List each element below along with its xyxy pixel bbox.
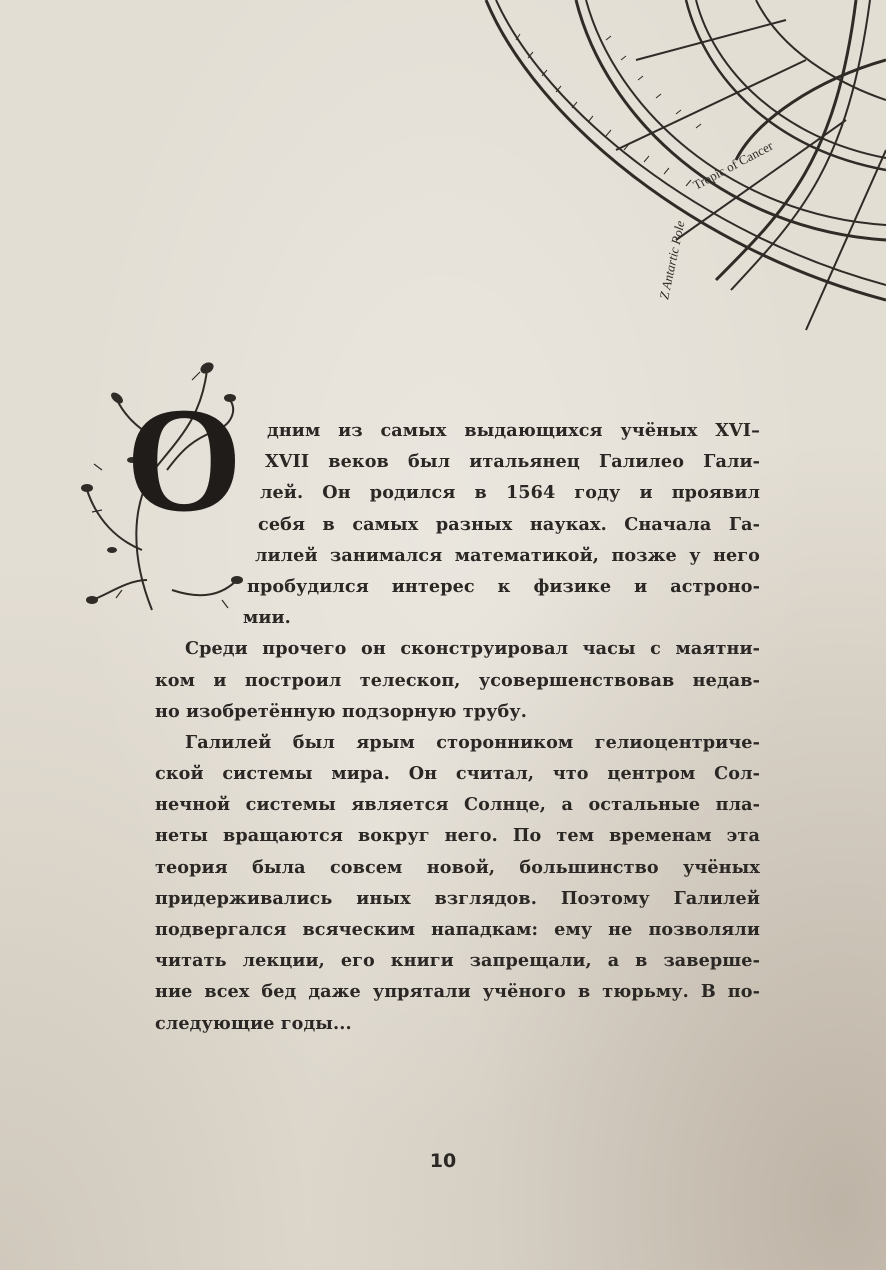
armillary-sphere-illustration bbox=[456, 0, 886, 370]
paragraph3-line: неты вращаются вокруг него. По тем временам эта bbox=[155, 825, 760, 847]
drop-cap-letter: О bbox=[125, 377, 243, 543]
paragraph3-line: подвергался всяческим нападкам: ему не позволяли bbox=[155, 919, 760, 940]
page-number: 10 bbox=[429, 1150, 457, 1172]
paragraph3-line: Галилей был ярым сторонником гелиоцентриче- bbox=[185, 731, 760, 753]
paragraph3-line: ской системы мира. Он считал, что центром Сол- bbox=[155, 763, 760, 785]
paragraph1-line: дним из самых выдающихся учёных XVI– bbox=[267, 420, 760, 441]
paragraph2-line: ком и построил телескоп, усовершенствовав недав- bbox=[155, 669, 760, 691]
paragraph2-line: Среди прочего он сконструировал часы с маятни- bbox=[185, 638, 760, 660]
paragraph1-line: лилей занимался математикой, позже у него bbox=[255, 544, 760, 566]
paragraph3-line: нечной системы является Солнце, а остальные пла- bbox=[155, 794, 760, 816]
paragraph1-line: себя в самых разных науках. Сначала Га- bbox=[258, 513, 760, 535]
tropic-label: Tropic of Cancer bbox=[690, 137, 776, 193]
paragraph3-line: ние всех бед даже упрятали учёного в тюрьму. В по- bbox=[155, 981, 760, 1003]
paragraph1-line: пробудился интерес к физике и астроно- bbox=[247, 575, 760, 597]
paragraph3-line: следующие годы... bbox=[155, 1012, 352, 1034]
paragraph1-line: XVII веков был итальянец Галилео Гали- bbox=[265, 451, 760, 473]
body-text bbox=[155, 415, 760, 1039]
paragraph3-line: читать лекции, его книги запрещали, а в заверше- bbox=[155, 950, 760, 972]
paragraph1-line: лей. Он родился в 1564 году и проявил bbox=[260, 482, 760, 504]
pole-label: Z Antartic Pole bbox=[656, 219, 688, 301]
paragraph3-line: теория была совсем новой, большинство учёных bbox=[155, 856, 760, 878]
paragraph2-line: но изобретённую подзорную трубу. bbox=[155, 700, 527, 722]
paragraph3-line: придерживались иных взглядов. Поэтому Галилей bbox=[155, 887, 760, 909]
paragraph1-line: мии. bbox=[243, 607, 291, 629]
